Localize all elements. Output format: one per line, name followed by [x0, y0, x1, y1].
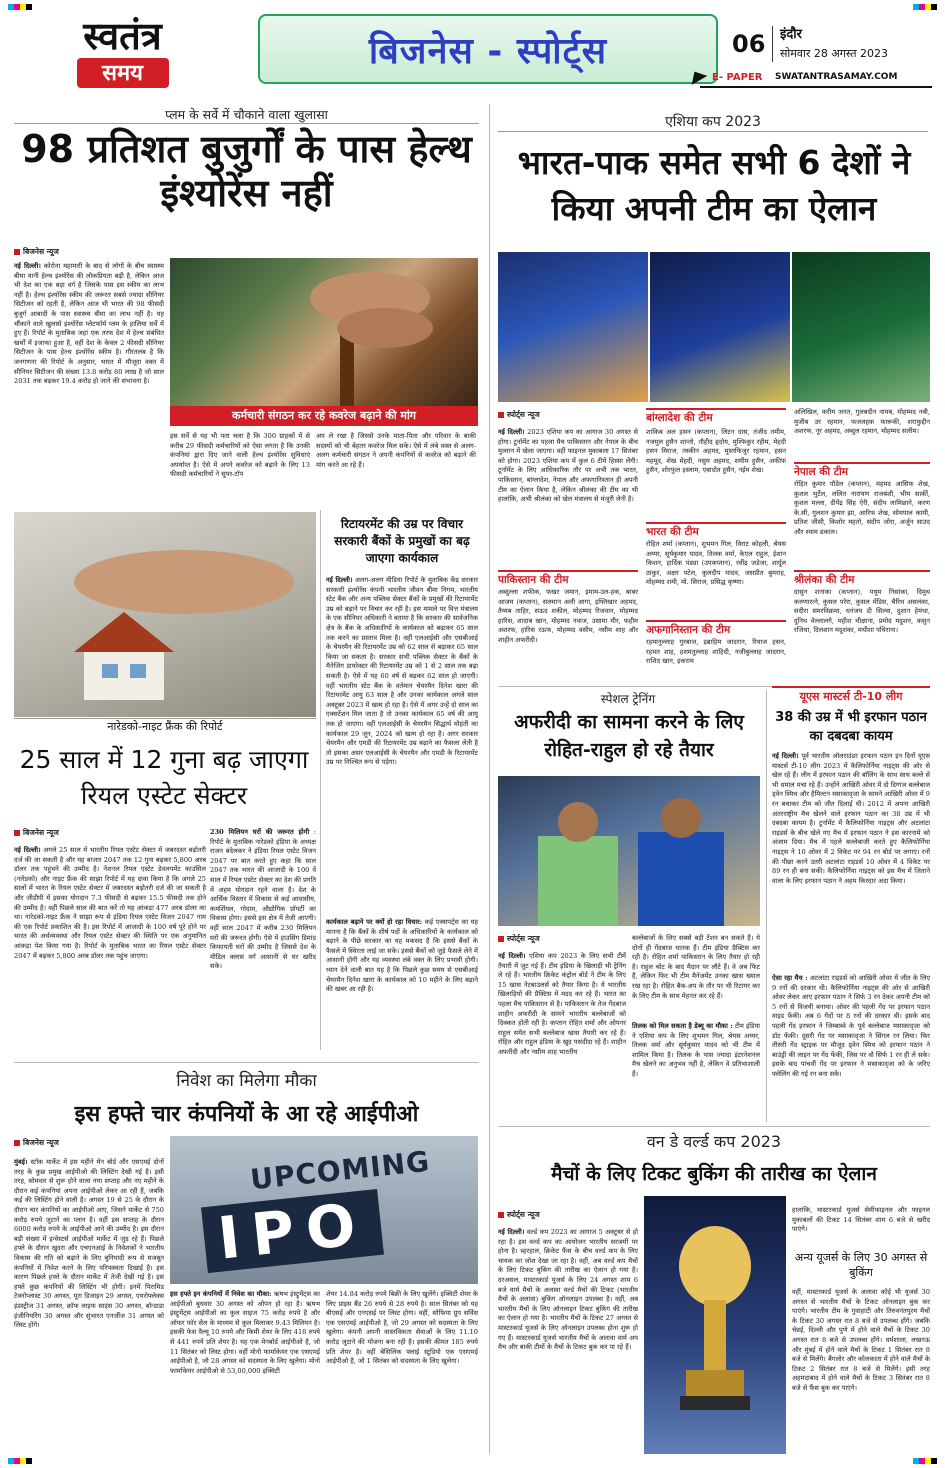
story6-subsection: तिलक को मिल सकता है डेब्यू का मौका : टीम इंडिया ने एशिया कप के लिए शुभमन गिल, श्रेयस अय्यर, तिलक वर्मा और सूर्यकुमार यादव को भी टीम में शामिल किया है। तिलक के पास ज्यादा इंटरनेशनल मैच खेलने का अनुभव नहीं है, लेकिन वे प्रतिभाशाली हैं।	[632, 1022, 760, 1078]
story2-caption: नारेडको-नाइट फ्रैंक की रिपोर्ट	[14, 718, 316, 734]
srilanka-team-list: दासुन शनाका (कप्तान), पथुम निसांका, दिमुथ करुणारत्ने, कुसल परेरा, कुसल मेंडिस, चैरिथ असलंका, सदीरा समरविक्रमा, धनंजय डी सिल्वा, दुशान हेमंथा, दुनिथ वेल्लालगे, महीश थीक्षाना, प्रमोद मदुशन, कसुन रजिथा, दिलशान मदुशंका, मथीशा पथिराना।	[794, 588, 930, 635]
story8-column-2: वहीं, मास्टरकार्ड यूजर्स के अलावा कोई भी यूजर्स 30 अगस्त से भारतीय मैचों के टिकट ऑनलाइन बुक कर पाएंगे। भारतीय टीम के गुवाहाटी और तिरुवनंतपुरम मैचों के टिकट 30 अगस्त रात 8 बजे से उपलब्ध होंगे। जबकि चेन्नई, दिल्ली और पुणे में होने वाले मैचों के टिकट 30 अगस्त रात 8 बजे से उपलब्ध होंगे। धर्मशाला, लखनऊ और मुंबई में होने वाले मैचों के टिकट 1 सितंबर रात 8 बजे से मिलेंगे। बैंगलोर और कोलकाता में होने वाले मैचों के टिकट 2 सितंबर रात 8 बजे से मिलेंगे। इसी तरह अहमदाबाद में होने वाले मैचों के टिकट 3 सितंबर रात 8 बजे से फैंस बुक कर पाएंगे।	[792, 1288, 930, 1392]
logo-line-1: स्वतंत्र	[83, 13, 162, 58]
pakistan-team-list: अब्दुल्ला शफीक, फखर जमान, इमाम-उल-हक, बाबर आजम (कप्तान), सलमान अली आगा, इफ्तिखार अहमद, तैय्यब ताहिर, सऊद शकील, मोहम्मद रिजवान, मोहम्मद हारिस, शादाब खान, मोहम्मद नवाज, उसामा मीर, फहीम अशरफ, हारिस रऊफ, मोहम्मद वसीम, नसीम शाह और शाहीन अफरीदी।	[498, 588, 638, 644]
byline-marker-icon	[498, 936, 504, 942]
story8-subsection-heading: अन्य यूजर्स के लिए 30 अगस्त से बुकिंग	[794, 1251, 928, 1279]
story1-column-2: इस सर्वे से यह भी पता चला है कि 300 ग्राहकों में से करीब 29 फीसदी कर्मचारियों को ऐसा लगता है कि उनकी कंपनियां द्वारा दिए जाने वाली हेल्थ इंश्योरेंस सुविधाएं अपर्याप्त है। ऐसे में अपने कवरेज को बढ़ाने के लिए 13 फीसदी कर्मचारियों ने सुपर-टॉप	[170, 432, 310, 479]
story2-headline[interactable]: 25 साल में 12 गुना बढ़ जाएगा रियल एस्टेट सेक्टर	[19, 745, 309, 810]
byline-marker-icon	[498, 412, 504, 418]
logo-line-2: समय	[102, 60, 143, 86]
color-registration-marks	[8, 4, 32, 10]
story6-column-1: नई दिल्ली। एशिया कप 2023 के लिए सभी टीमें तैयारी में जुट गई हैं। टीम इंडिया के खिलाड़ी भी ट्रेनिंग ले रहे हैं। भारतीय क्रिकेट कंट्रोल बोर्ड ने टीम के लिए 15 खास नेटबाउलर्स को तैयार किया है। ये भारतीय खिलाड़ियों की प्रैक्टिस में मदद कर रहे हैं। भारत का पहला मैच पाकिस्तान से है। पाकिस्तान के तेज गेंदबाज शाहीन अफरीदी के सामने भारतीय बल्लेबाजों को दिक्कत होती रही है। कप्तान रोहित शर्मा और ओपनर राहुल समेत सभी बल्लेबाज खास तैयारी कर रहे हैं। रोहित और राहुल इंडिया के खुद पसंदीदा रहे हैं। शाहीन अफरीदी और नसीम शाह भारतीय	[498, 952, 626, 1056]
story1-caption: कर्मचारी संगठन कर रहे कवरेज बढ़ाने की मांग	[170, 406, 478, 426]
city-name: इंदौर	[780, 27, 802, 42]
story8-column-1: नई दिल्ली। वर्ल्ड कप 2023 का आगाज 5 अक्टूबर से हो रहा है। इस वर्ल्ड कप का आयोजन भारतीय सरजमीं पर होना है। ब्हरहाल, क्रिकेट फैंस के बीच वर्ल्ड कप के लिए चायक का जोश देखा जा रहा है। वहीं, अब वर्ल्ड कप मैचों के लिए टिकट बुकिंग की तारीख का ऐलान हो गया है। दरअसल, मास्टरकार्ड यूजर्स के लिए 24 अगस्त शाम 6 बजे वार्म मैचों के अलावा वर्ल्ड मैचों की टिकट (भारतीय मैचों के अलावा) बुकिंग ऑनलाइन उपलब्ध है। वहीं, अब भारतीय मैचों के लिए ऑनलाइन टिकट बुकिंग की तारीख का ऐलान हो गया है। भारतीय मैचों के टिकट 27 अगस्त से मास्टरकार्ड यूजर्स के लिए ऑनलाइन उपलब्ध होना शुरू हो गए हैं। मास्टरकार्ड यूजर्स भारतीय मैचों के अलावा वार्म अप मैच और बाकी टीमों के मैचों के टिकट बुक कर पा रहे हैं।	[498, 1228, 638, 1352]
story5-column-1: नई दिल्ली। 2023 एशिया कप का आगाज 30 अगस्त से होगा। टूर्नामेंट का पहला मैच पाकिस्तान और नेपाल के बीच मुल्तान में खेला जाएगा। वहीं फाइनल मुकाबला 17 सितंबर को होगा। 2023 एशिया कप में कुल 6 टीमें हिस्सा लेंगी। टूर्नामेंट के लिए आधिकारिक तौर पर अभी तक भारत, पाकिस्तान, बांग्लादेश, नेपाल और अफगानिस्तान ही अपनी टीम का ऐलान किया है, लेकिन श्रीलंका की टीम का भी हालांकि, अभी श्रीलंका को खेल मंत्रालय से मंजूरी लेनी है।	[498, 428, 638, 504]
story6-kicker: स्पेशल ट्रेनिंग	[600, 692, 656, 706]
color-registration-marks	[8, 1458, 32, 1464]
story4-ipo-graphic	[170, 1136, 478, 1284]
story4-column-2: इस हफ्ते इन कंपनियों में निवेश का मौका: ऋषभ इंस्ट्रूमेंट्स का आईपीओ बुधवार 30 अगस्त को ओपन हो रहा है। ऋषभ इंस्ट्रूमेंट्स आईपीओ का कुल साइज 75 करोड़ रुपये है और ऑफर फॉर सेल के माध्यम से कुल मिलाकर 9.43 मिलियन है। इसकी फेस वैल्यू 10 रुपये और किमी शेयर के लिए 418 रुपये से 441 रुपये प्रति शेयर है। यह एक मेनबोर्ड आईपीओ है, जो 11 सितंबर को लिस्ट होगा। वहीं मोनो फार्माकेयर एक एसएमई आईपीओ है, जो 28 अगस्त को सदस्यता के लिए खुलेगा। मोनो फार्माकेयर आईपीओ से 53,00,000 इक्विटी	[170, 1290, 320, 1375]
newspaper-logo[interactable]	[30, 14, 215, 96]
masthead	[0, 0, 945, 100]
story5-headline[interactable]: भारत-पाक समेत सभी 6 देशों ने किया अपनी टीम का ऐलान	[517, 143, 911, 228]
ipo-word-ipo: IPO	[201, 1189, 384, 1273]
story7-tag: यूएस मास्टर्स टी-10 लीग	[772, 686, 930, 704]
bangladesh-team-heading: बांग्लादेश की टीम	[646, 408, 786, 425]
story4-column-3: शेयर 14.84 करोड़ रुपये बिक्री के लिए खुलेंगे। इक्विटी शेयर के लिए प्राइस बैंड 26 रुपये से 28 रुपये है। साल सितंबर को यह बीएसई और एनएसई पर लिस्ट होगा। वहीं, सोफिया ग्रुप सर्विस एक एसएमई आईपीओ है, जो 29 अगस्त को सदस्यता के लिए खुलेगा। कंपनी अपनी वास्तविकता सेवाओं के लिए 11.10 करोड़ जुटाने की योजना बना रही है। इसकी कीमत 185 रुपये प्रति शेयर है। वहीं बेसिलिक फ्लाई स्टूडियो एक एसएमई आईपीओ है, जो 1 सितंबर को सदस्यता के लिए खुलेगा।	[326, 1290, 478, 1366]
story5-byline: स्पोर्ट्स न्यूज	[498, 410, 540, 420]
cane-illustration	[170, 258, 478, 406]
byline-marker-icon	[14, 1140, 20, 1146]
afghanistan-team-list-cont: अलिखिल, करीम जनत, गुलबदीन नायब, मोहम्मद नबी, मुजीब उर रहमान, फजलहक फारूकी, शराफुद्दीन अशरफ, नूर अहमद, अब्दुल रहमान, मोहम्मद सलीम।	[794, 408, 930, 436]
story3-divider	[320, 510, 321, 1050]
story6-column-2: बल्लेबाजों के लिए सबसे बड़ी टेंशन बन सकते हैं। ये दोनों ही गेंदबाज घातक हैं। टीम इंडिया प्रैक्टिस कर रही है। रोहित शर्मा पाकिस्तान के लिए तैयार हो रही है। राहुल चोट के बाद मैदान पर लौटे हैं। वे अब फिट हैं, लेकिन फिर भी टीम मैनेजमेंट उनका खास ख्याल रख रहा है। रोहित बैक-अप के तौर पर भी रिटायर कर के लिए टीम के साथ मेहनत कर रहे हैं।	[632, 934, 760, 1000]
section-title: बिजनेस - स्पोर्ट्स	[368, 30, 608, 72]
pakistan-team-heading: पाकिस्तान की टीम	[498, 570, 638, 587]
story3-column: नई दिल्ली। अलग-अलग मीडिया रिपोर्ट के मुताबिक केंद्र सरकार सरकारी इंश्योरेंस कंपनी भारतीय जीवन बीमा निगम, भारतीय स्टेट बैंक और अन्य पब्लिक सेक्टर बैंकों के प्रमुखों की रिटायरमेंट उम्र को बढ़ाने पर विचार कर रही है। इस मामले पर वित्त मंत्रालय के एक सीनियर अधिकारी ने बताया है कि सरकार की सार्वजनिक क्षेत्र के बैंक के अधिकारियों के कार्यकाल को बढ़ाकर 65 साल तक करने का प्रस्ताव मिला है। वहीं एलआईसी और एसबीआई के चेयरमैन की रिटायरमेंट उम्र को 62 साल से बढ़ाकर 65 साल किया जा सकता है। सरकार सभी पब्लिक सेक्टर के बैंकों के मैनेजिंग डायरेक्टर की रिटायरमेंट उम्र को 1 से 2 साल तक बढ़ा सकती है। ऐसे में यह 60 वर्ष से बढ़कर 62 साल हो जाएगी। वहीं भारतीय स्टेट बैंक के वर्तमान चेयरमैन दिनेश खारा की रिटायरमेंट आयु 63 साल है और उनका कार्यकाल अगले साल अक्टूबर 2023 में खत्म हो रहा है। ऐसे में अगर उन्हें दो साल का एक्सटेंशन मिल जाता है तो उनका कार्यकाल 65 वर्ष की आयु तक हो जाएगा। वहीं एलआईसी के चेयरमैन सिद्धार्थ मोहंती का कार्यकाल 29 जून, 2024 को खत्म हो रहा है। अगर सरकार चेयरमैन और एमडी की रिटायरमेंट उम्र बढ़ाने का फैसला लेती है तो इसका असर एलआईसी के चेयरमैन और एमडी के रिटायरमेंट उम्र पर निश्चित रूप से पड़ेगा।	[326, 576, 478, 767]
story8-column-2-top: हालांकि, मास्टरकार्ड यूजर्स सेमीफाइनल और फाइनल मुकाबलों की टिकट 14 सितंबर शाम 6 बजे से खरीद पाएंगे।	[792, 1206, 930, 1234]
story1-byline: बिजनेस न्यूज	[14, 247, 59, 257]
column-divider	[489, 104, 490, 1454]
story7-subsection: ऐसा रहा मैच : अटलांटा राइडर्स को आखिरी ओवर में जीत के लिए 9 रनों की दरकार थी। कैलिफोर्निया नाइट्स की ओर से आखिरी ओवर लेकर आए इरफान पठान ने सिर्फ 3 रन देकर अपनी टीम को 5 रनों से विजयी बनाया। ओवर की पहली गेंद पर इरफान पठान वाइड फेंकी। अब 6 गेंदों पर 8 रनों की दरकार थी। इसके बाद पहली गेंद इरफान ने जिम्बाब्वे के पूर्व बल्लेबाज मसाकाद्जा को डॉट फेंकी। दूसरी गेंद पर मसाकाद्जा ने सिंगल रन लिया। फिर तीसरी गेंद स्ट्राइक पर मौजूद ड्वेन स्मिथ को इरफान पठान ने बाउंड्री की लाइन पर गेंद फेंकी, जिस पर वो सिर्फ 1 रन ही ले सके। इसके बाद पांचवीं गेंद पर इरफान ने मसाकाद्जा को के जरिए फ्लेलिंग की गई रन बना सके।	[772, 974, 930, 1078]
nepal-team-heading: नेपाल की टीम	[794, 462, 930, 479]
story6-headline[interactable]: अफरीदी का सामना करने के लिए रोहित-राहुल हो रहे तैयार	[514, 711, 744, 761]
story8-photo-world-cup-trophy	[644, 1196, 786, 1454]
story7-divider	[766, 690, 767, 1122]
story1-headline[interactable]: 98 प्रतिशत बुजुर्गों के पास हेल्थ इंश्योरेंस नहीं	[21, 127, 472, 215]
story3-headline[interactable]: रिटायरमेंट की उम्र पर विचार सरकारी बैंकों के प्रमुखों का बढ़ जाएगा कार्यकाल	[334, 517, 470, 565]
afghanistan-team-list: रहमानुल्लाह गुरबाज, इब्राहिम जादरान, रियाज हसन, रहमत शाह, हशमतुल्लाह शाहिदी, नजीबुल्लाह जादरान, राशिद खान, इकराम	[646, 638, 786, 666]
story6-byline: स्पोर्ट्स न्यूज	[498, 934, 540, 944]
story2-byline: बिजनेस न्यूज	[14, 828, 59, 838]
story5-photo-india-team	[498, 252, 648, 402]
india-team-list: रोहित शर्मा (कप्तान), शुभमन गिल, विराट कोहली, श्रेयस अय्यर, सूर्यकुमार यादव, तिलक वर्मा, केएल राहुल, ईशान किशन, हार्दिक पंड्या (उपकप्तान), रवींद्र जडेजा, शार्दुल ठाकुर, अक्षर पटेल, कुलदीप यादव, जसप्रीत बुमराह, मोहम्मद शमी, मो. सिराज, प्रसिद्ध कृष्णा।	[646, 540, 786, 587]
story8-headline[interactable]: मैचों के लिए टिकट बुकिंग की तारीख का ऐलान	[551, 1163, 877, 1185]
story8-top-rule	[498, 1126, 930, 1127]
page-number: 06	[732, 30, 766, 58]
issue-date: सोमवार 28 अगस्त 2023	[780, 47, 888, 60]
story4-byline: बिजनेस न्यूज	[14, 1138, 59, 1148]
story4-kicker: निवेश का मिलेगा मौका	[176, 1071, 317, 1091]
bangladesh-team-list: शाकिब अल हसन (कप्तान), लिटन दास, तंजीद तमीम, नजमुल हुसैन शान्तो, तौहीद हृदोय, मुश्फिकुर रहीम, मेहदी हसन मिराज, तस्कीन अहमद, मुस्तफिजुर रहमान, हसन महमूद, शेख मेहदी, नसुम अहमद, शमीम हुसैन, अफीफ हुसैन, शोरफुल इस्लाम, एबादोत हुसैन, नईम शेख।	[646, 428, 786, 475]
byline-marker-icon	[498, 1212, 504, 1218]
masthead-rule	[700, 86, 932, 88]
house-illustration	[14, 512, 316, 717]
story1-photo-elderly-hands	[170, 258, 478, 406]
story1-column-1: नई दिल्ली। कोरोना महामारी के बाद से लोगों के बीच स्वास्थ्य बीमा यानी हेल्थ इंश्योरेंस की लोकप्रियता बढ़ी है, लेकिन आज भी देश का एक बड़ा वर्ग है जिसके पास इस स्कीम का लाभ नहीं है। हेल्थ इंश्योरेंस स्कीम की जरूरत सबसे ज्यादा सीनियर सिटीजन को रहती है, लेकिन आज भी भारत की 98 फीसदी बुजुर्ग आबादी के पास स्वास्थ्य बीमा का लाभ नहीं है। यह चौंकाने वाले खुलासे इंश्योरेंस प्लेटफॉर्म प्लम के हालिया सर्वे में हुए हैं। रिपोर्ट के मुताबिक जहां एक तरफ देश में हेल्थ संबंधित खर्चों में इजाफा हुआ है, वहीं देश के केवल 2 फीसदी सीनियर सिटीजन के पास हेल्थ इंश्योरेंस स्कीम है। गौरतलब है कि जनगणना की रिपोर्ट के अनुसार, भारत में मौजूदा वक्त में सीनियर सिटीजन की संख्या 13.8 करोड़ 80 लाख है जो साल 2031 तक बढ़कर 19.4 करोड़ हो जाने की संभावना है।	[14, 262, 164, 386]
story2-column-1: नई दिल्ली। अगले 25 साल में भारतीय रियल एस्टेट सेक्टर में जबरदस्त बढ़ोतरी दर्ज की जा सकती है और यह बाजार 2047 तक 12 गुना बढ़कर 5,800 अरब डॉलर तक पहुंचने की उम्मीद है। नेशनल रियल एस्टेट डेवलपमेंट काउंसिल (नारेडको) और नाइट फ्रैंक की साझा रिपोर्ट में यह दावा किया है कि अगले 25 सालों में भारत के रियल एस्टेट सेक्टर में जबरदस्त बढ़ोतरी दर्ज की जा सकती है और जीडीपी में इसका योगदान 7.3 फीसदी से बढ़कर 15.5 फीसदी तक होने की उम्मीद है। वहीं पिछले साल की बात करें तो यह आंकड़ा 477 अरब डॉलर का था। नारेडको-नाइट फ्रैंक ने साझा रूप से इंडिया रियल एस्टेट विजन 2047 नाम की एक रिपोर्ट प्रकाशित की है। इस रिपोर्ट में आजादी के 100 वर्ष पूरे होने पर भारत की अर्थव्यवस्था और रियल एस्टेट सेक्टर की स्थिति पर एक अनुमानित आंकड़ा पेश किया गया है। रिपोर्ट के मुताबिक भारत का रियल एस्टेट सेक्टर 2047 में बढ़कर 5,800 अरब डॉलर तक पहुंच जाएगा।	[14, 846, 206, 960]
byline-marker-icon	[14, 830, 20, 836]
epaper-label: E- PAPER	[712, 72, 763, 83]
page-info-divider	[772, 26, 773, 62]
story8-kicker: वन डे वर्ल्ड कप 2023	[646, 1132, 782, 1151]
website-link[interactable]: SWATANTRASAMAY.COM	[775, 72, 898, 82]
section-banner	[258, 14, 718, 84]
byline-marker-icon	[14, 249, 20, 255]
story7-headline[interactable]: 38 की उम्र में भी इरफान पठान का दबदबा कायम	[775, 710, 927, 744]
trophy-illustration	[644, 1196, 786, 1454]
story4-headline[interactable]: इस हफ्ते चार कंपनियों के आ रहे आईपीओ	[74, 1102, 419, 1127]
story4-column-1: मुंबई। स्टॉक मार्केट में इस महीने मेन बोर्ड और एसएमई दोनों तरह के कुछ प्रमुख आईपीओ की लिस्टिंग देखी गई है। इसी तरह, सोमवार से शुरू होने वाला नया सप्ताह और नए महीने के दौरान कई कंपनियां अपना आईपीओ लेकर आ रही हैं, जबकि कई की लिस्टिंग होने वाली है। अगस्त 19 से 25 के दौरान के दौरान चार कंपनियों का आईपीओ आए, जिसने मार्केट से 750 करोड़ रुपये जुटाने का प्लान है। वहीं इस सप्ताह के दौरान 6000 करोड़ रुपये के आईपीओ आने की उम्मीद है। इस दौरान बड़ी संख्या में इन्वेस्टर्स आईपीओ मार्केट में जुड़ रहे हैं। पिछले हफ्ते के दौरान खुदरा और एचएनआई के निवेशकों ने भारतीय विकास की गति को बढ़ाने के लिए बुनियादी रूप से मजबूत कंपनियों में निवेश करने के लिए परिपक्वता दिखाई है। इस कारण पिछले हफ्ते के दौरान मार्केट में तेजी देखी गई है। इस हफ्ते कुछ कंपनियों की लिस्टिंग भी होगी। इनमें पिरामिड टेक्नोप्लास्ट 30 अगस्त, यूरा डिजाइन 29 अगस्त, एयरोफ्लेक्स इंडस्ट्रीज 31 अगस्त, क्रॉफ लाइफ साइंस 30 अगस्त, बॉन्डाडा इंजीनियरिंग 30 अगस्त और सुंभारत एनर्जीज 31 अगस्त को लिस्ट होंगे।	[14, 1158, 164, 1330]
story5-photo-srilanka-team	[650, 252, 790, 402]
story2-column-2: 230 मिलियन घरों की जरूरत होगी : रिपोर्ट के मुताबिक नारेडको इंडिया के अध्यक्ष राजन बंदेलकर ने इंडिया रियल एस्टेट विजन 2047 पर बात करते हुए कहा कि साल 2047 तक भारत की आजादी के 100 वें साल में रियल एस्टेट सेक्टर का देश की प्रगति में अहम योगदान रहने वाला है। देश के आर्थिक विस्तार में विकास से कई आवासीय, कमर्शियल, गोदाम, औद्योगिक प्रॉपर्टी का विकास होगा। इससे इस क्षेत्र में तेजी आएगी। वहीं साल 2047 में करीब 230 मिलियन घरों की जरूरत होगी। ऐसे में हाउसिंग डिमांड किफायती घरों की उम्मीद है जिससे देश के मीडिल क्लास वर्ग आसानी से घर खरीद सके।	[210, 828, 316, 971]
story3-subsection: कार्यकाल बढ़ाने पर क्यों हो रहा विचार: कई एक्सपर्ट्स का यह मानना है कि बैंकों के शीर्ष पदों के अधिकारियों के कार्यकाल को बढ़ाने के पीछे सरकार का यह मकसद है कि इससे बैंकों के फैसले में स्थिरता लाई जा सके। इससे बैंकों को जुड़े फैसले लेने में आसानी होगी और यह व्यवस्था लंबे वक्त के लिए प्रभावी होगी। ध्यान देने वाली बात यह है कि पिछले कुछ समय से एसबीआई चेयरमैन दिनेश खारा के कार्यकाल को 10 महीने के लिए बढ़ाने की खबर आ रही है।	[326, 918, 478, 994]
story5-photo-pakistan-team	[792, 252, 930, 402]
india-team-heading: भारत की टीम	[646, 522, 786, 539]
story6-photo-rohit-rahul	[498, 776, 760, 926]
nepal-team-list: रोहित कुमार पौडेल (कप्तान), महमद आसिफ शेख, कुशल भुर्टेल, ललित नारायण राजबंशी, भीम सार्की, कुशल मल्ला, दीपेंद्र सिंह ऐरी, संदीप लामिछाने, करण के.सी, गुलशन कुमार झा, आरिफ शेख, सोमपाल कामी, प्रतिश जीसी, किशोर महतो, संदीप जोरा, अर्जुन साउद और श्याम ढकाल।	[794, 480, 930, 536]
afghanistan-team-heading: अफगानिस्तान की टीम	[646, 620, 786, 637]
story2-photo-handshake-house	[14, 512, 316, 717]
players-illustration	[498, 776, 760, 926]
color-registration-marks	[913, 1458, 937, 1464]
ipo-word-upcoming: UPCOMING	[248, 1144, 432, 1197]
story5-kicker: एशिया कप 2023	[498, 112, 928, 132]
story8-byline: स्पोर्ट्स न्यूज	[498, 1210, 540, 1220]
story4-top-rule	[14, 1062, 479, 1063]
logo-line-2-badge	[77, 58, 169, 88]
story1-column-3: अप ले रखा है जिससे उनके माता-पिता और परिवार के बाकी सदस्यों को भी बेहतर कवरेज मिल सके। ऐसे में लंबे वक्त से अलग-अलग कर्मचारी संगठन ने अपनी कंपनियों से कवरेज को बढ़ाने की मांग करते आ रहे हैं।	[316, 432, 476, 469]
story7-column: नई दिल्ली। पूर्व भारतीय ऑलराउंडर इरफान पठान इन दिनों यूएस मास्टर्स टी-10 लीग 2023 में कैलिफोर्निया नाइट्स की ओर से खेल रहे हैं। लीग में इरफान पठान की बॉलिंग के साथ साथ बल्ले से भी धमाल मचा रहे हैं। उन्होंने आखिरी ओवर में दो दिग्गज बल्लेबाज ड्वेन स्मिथ और हैमिल्टन मसाकाद्जा के सामने आखिरी ओवर में 9 रन बचाकर टीम को जीत दिलाई थी। 2012 में अपना आखिरी अंतरराष्ट्रीय मैच खेलने वाले इरफान पठान का 38 उम्र में भी दबदबा कायम है। टूर्नामेंट में कैलिफोर्निया नाइट्स और अटलांटा राइडर्स के बीच खेले गए मैच में इरफान पठान ने इस कारनामे को अंजाम दिया। मैच में पहले बल्लेबाजी करते हुए कैलिफोर्निया नाइट्स ने 10 ओवर में 2 विकेट पर 94 रन बोर्ड पर लगाए। रनों की पीछा करने उतरी अटलांटा राइडर्स 10 ओवर में 4 विकेट पर 89 रन ही बना सकी। कैलिफोर्निया नाइट्स को इस मैच में जिताने वाला के लिए इरफान पठान ने अहम किरदार अदा किया।	[772, 752, 930, 885]
story1-kicker: प्लम के सर्वे में चौकाने वाला खुलासा	[14, 106, 479, 124]
color-registration-marks	[913, 4, 937, 10]
srilanka-team-heading: श्रीलंका की टीम	[794, 570, 930, 587]
